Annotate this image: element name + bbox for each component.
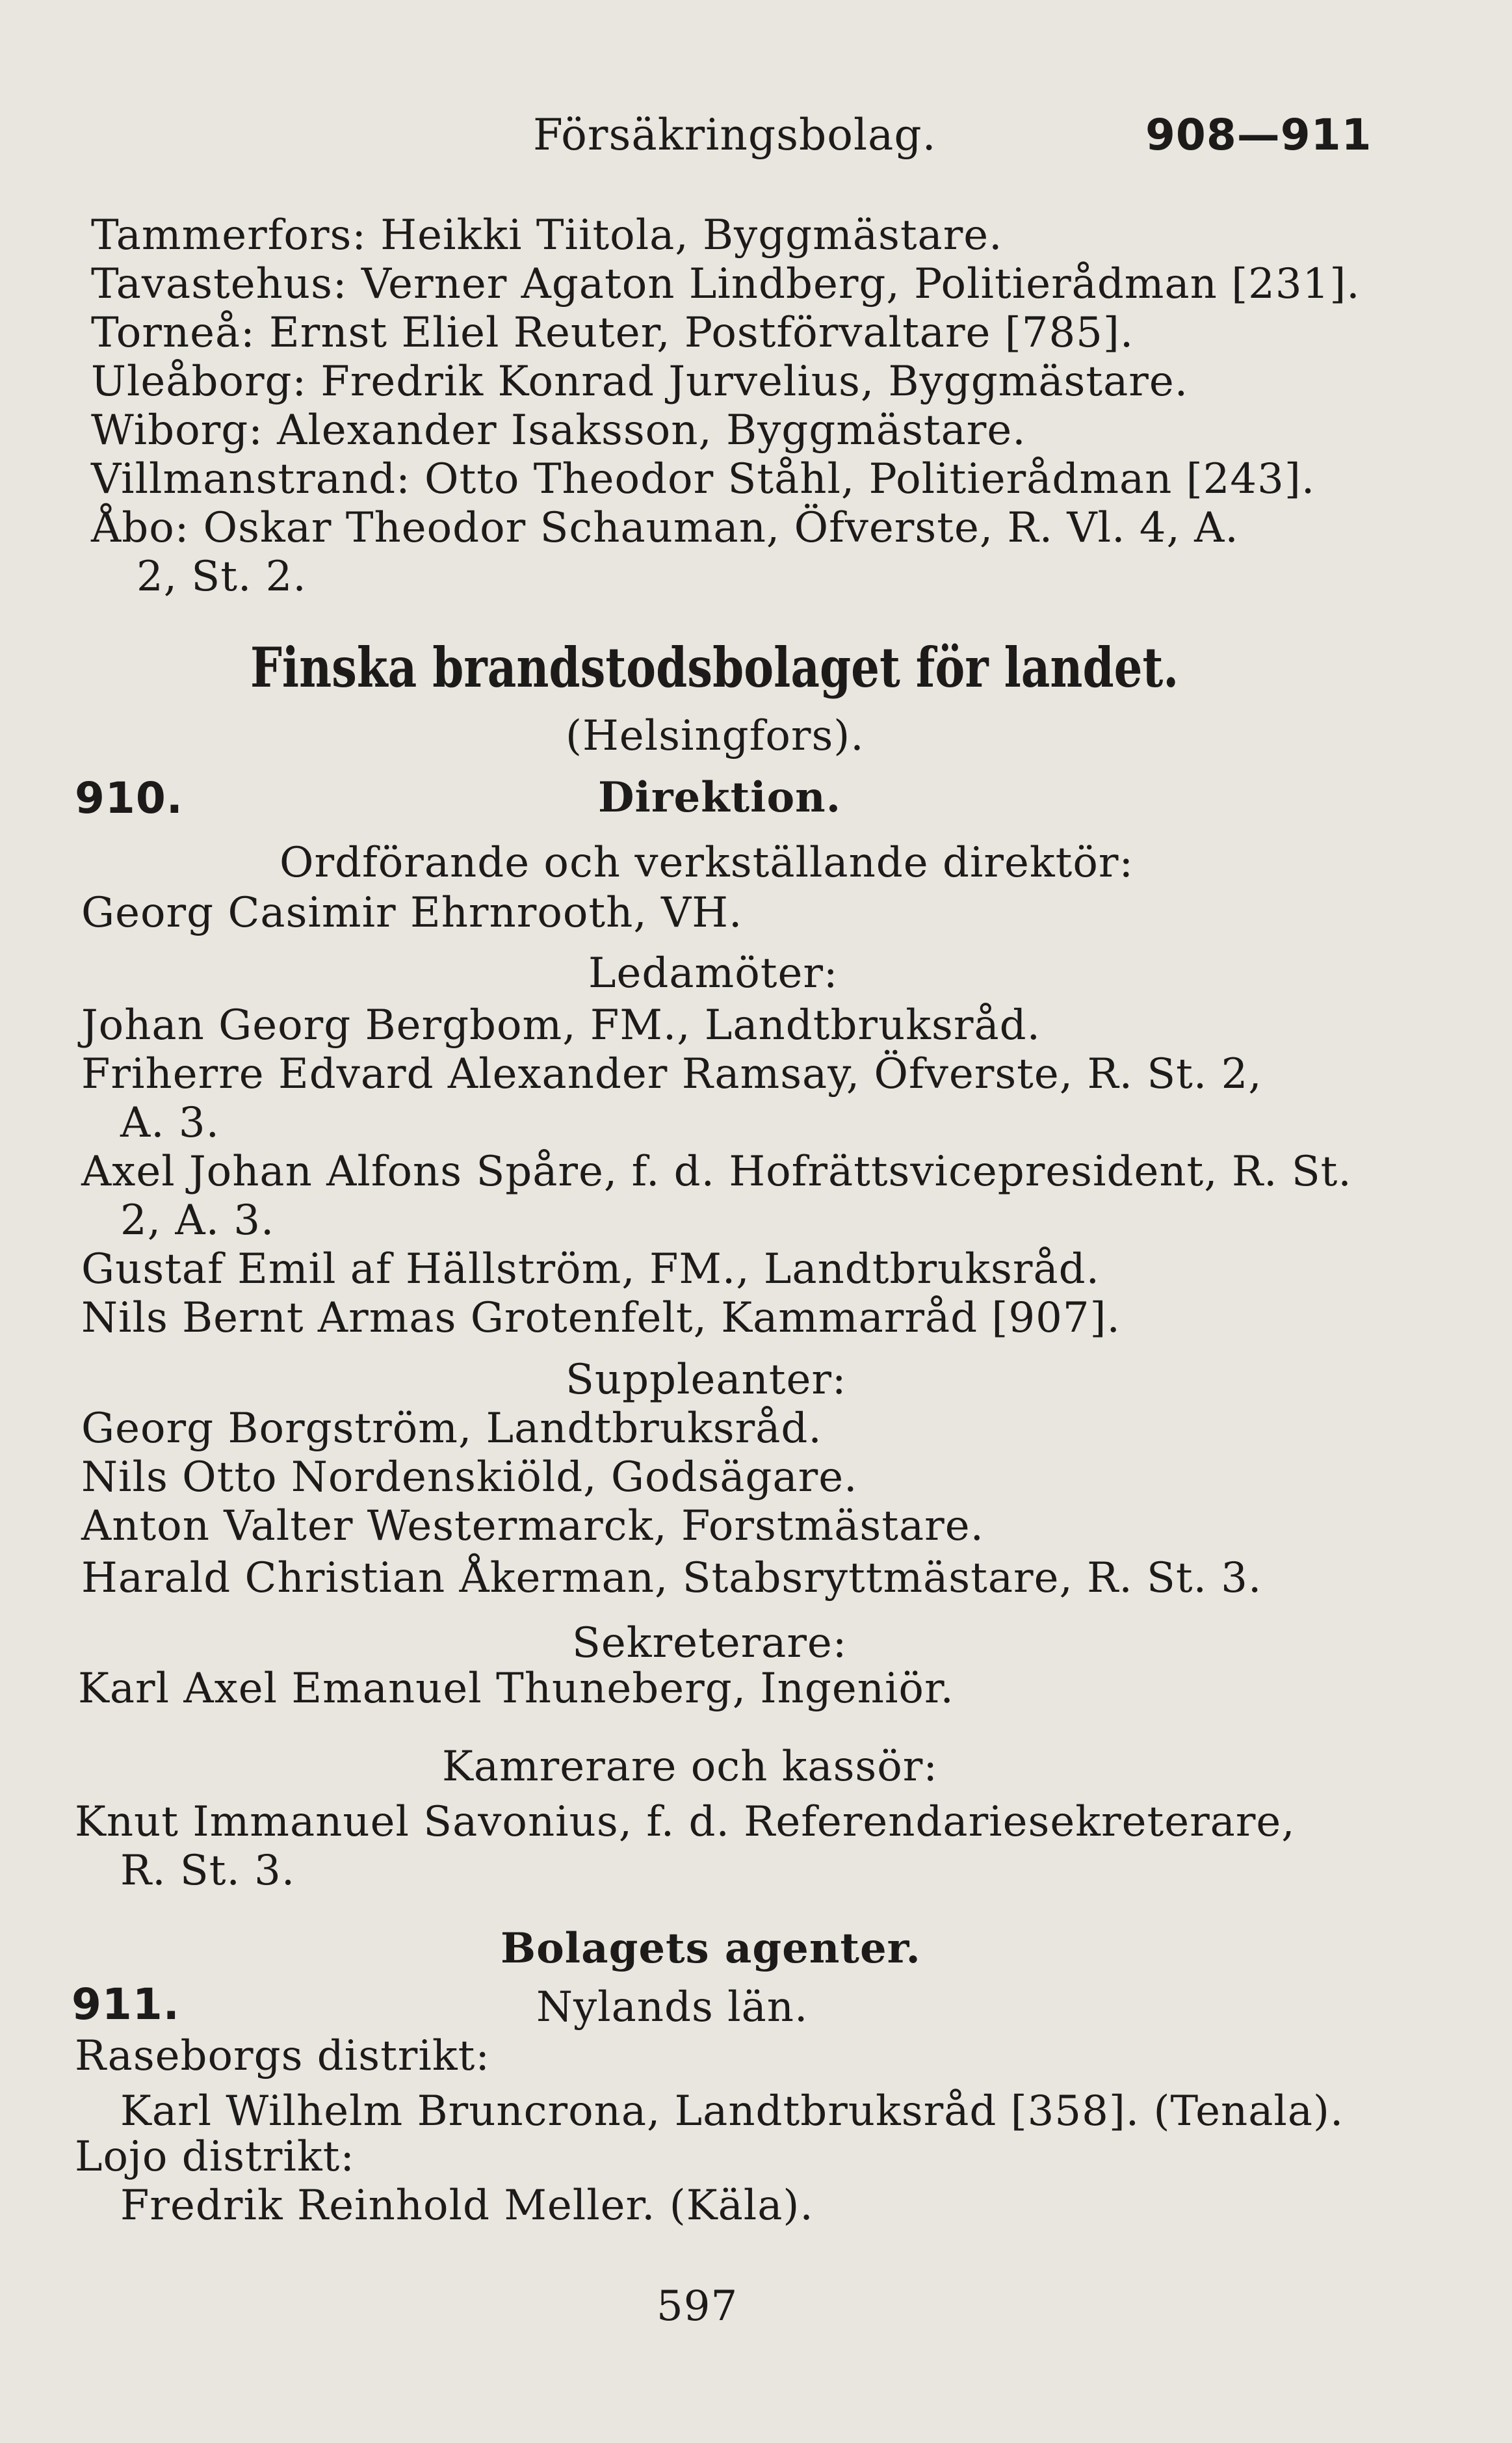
entry-tammerfors: Tammerfors: Heikki Tiitola, Byggmästare. [91, 211, 1003, 259]
member-line: Johan Georg Bergbom, FM., Landtbruksråd. [81, 1001, 1041, 1050]
member-line: Gustaf Emil af Hällström, FM., Landtbruksråd. [81, 1245, 1100, 1293]
province-heading: Nylands län. [536, 1983, 809, 2031]
member-line: Nils Bernt Armas Grotenfelt, Kammarråd [907]. [81, 1294, 1121, 1342]
members-label: Ledamöter: [588, 949, 839, 997]
agents-heading: Bolagets agenter. [501, 1924, 921, 1973]
entry-abo: Åbo: Oskar Theodor Schauman, Öfverste, R. Vl. 4, A. [91, 504, 1239, 552]
entry-villmanstrand: Villmanstrand: Otto Theodor Ståhl, Politierådman [243]. [91, 455, 1316, 503]
entry-number-911: 911. [72, 1979, 180, 2029]
treasurer-line-cont: R. St. 3. [120, 1847, 296, 1895]
chair-name: Georg Casimir Ehrnrooth, VH. [81, 889, 743, 937]
member-line: Friherre Edvard Alexander Ramsay, Öfverste, R. St. 2, [81, 1050, 1262, 1098]
entry-tavastehus: Tavastehus: Verner Agaton Lindberg, Politierådman [231]. [91, 260, 1361, 308]
deputy-line: Nils Otto Nordenskiöld, Godsägare. [81, 1453, 858, 1501]
district-name: Raseborgs distrikt: [75, 2032, 490, 2080]
entry-abo-cont: 2, St. 2. [137, 553, 307, 601]
page-number: 597 [657, 2282, 738, 2331]
member-line-cont: A. 3. [120, 1099, 220, 1147]
treasurer-label: Kamrerare och kassör: [442, 1743, 938, 1791]
entry-tornea: Torneå: Ernst Eliel Reuter, Postförvaltare [785]. [91, 309, 1134, 357]
entry-number-910: 910. [75, 773, 183, 823]
deputy-line: Anton Valter Westermarck, Forstmästare. [81, 1502, 984, 1550]
secretary-label: Sekreterare: [572, 1619, 848, 1667]
deputy-line: Georg Borgström, Landtbruksråd. [81, 1405, 822, 1453]
deputy-line: Harald Christian Åkerman, Stabsryttmästare, R. St. 3. [81, 1554, 1262, 1602]
treasurer-line: Knut Immanuel Savonius, f. d. Referendariesekreterare, [75, 1798, 1296, 1846]
section-city: (Helsingfors). [566, 712, 865, 760]
secretary-name: Karl Axel Emanuel Thuneberg, Ingeniör. [78, 1665, 954, 1713]
section-title: Finska brandstodsbolaget för landet. [250, 635, 1179, 700]
entry-wiborg: Wiborg: Alexander Isaksson, Byggmästare. [91, 406, 1026, 455]
page-range: 908—911 [1145, 110, 1372, 160]
deputies-label: Suppleanter: [566, 1356, 847, 1404]
district-agent: Karl Wilhelm Bruncrona, Landtbruksråd [358]. (Tenala). [120, 2087, 1344, 2135]
district-agent: Fredrik Reinhold Meller. (Käla). [120, 2182, 814, 2230]
member-line-cont: 2, A. 3. [120, 1196, 275, 1245]
member-line: Axel Johan Alfons Spåre, f. d. Hofrättsvicepresident, R. St. [81, 1148, 1352, 1196]
entry-uleaborg: Uleåborg: Fredrik Konrad Jurvelius, Byggmästare. [91, 358, 1189, 406]
chair-label: Ordförande och verkställande direktör: [280, 839, 1134, 887]
running-title: Försäkringsbolag. [533, 110, 937, 160]
direktion-heading: Direktion. [598, 773, 841, 822]
district-name: Lojo distrikt: [75, 2133, 355, 2181]
